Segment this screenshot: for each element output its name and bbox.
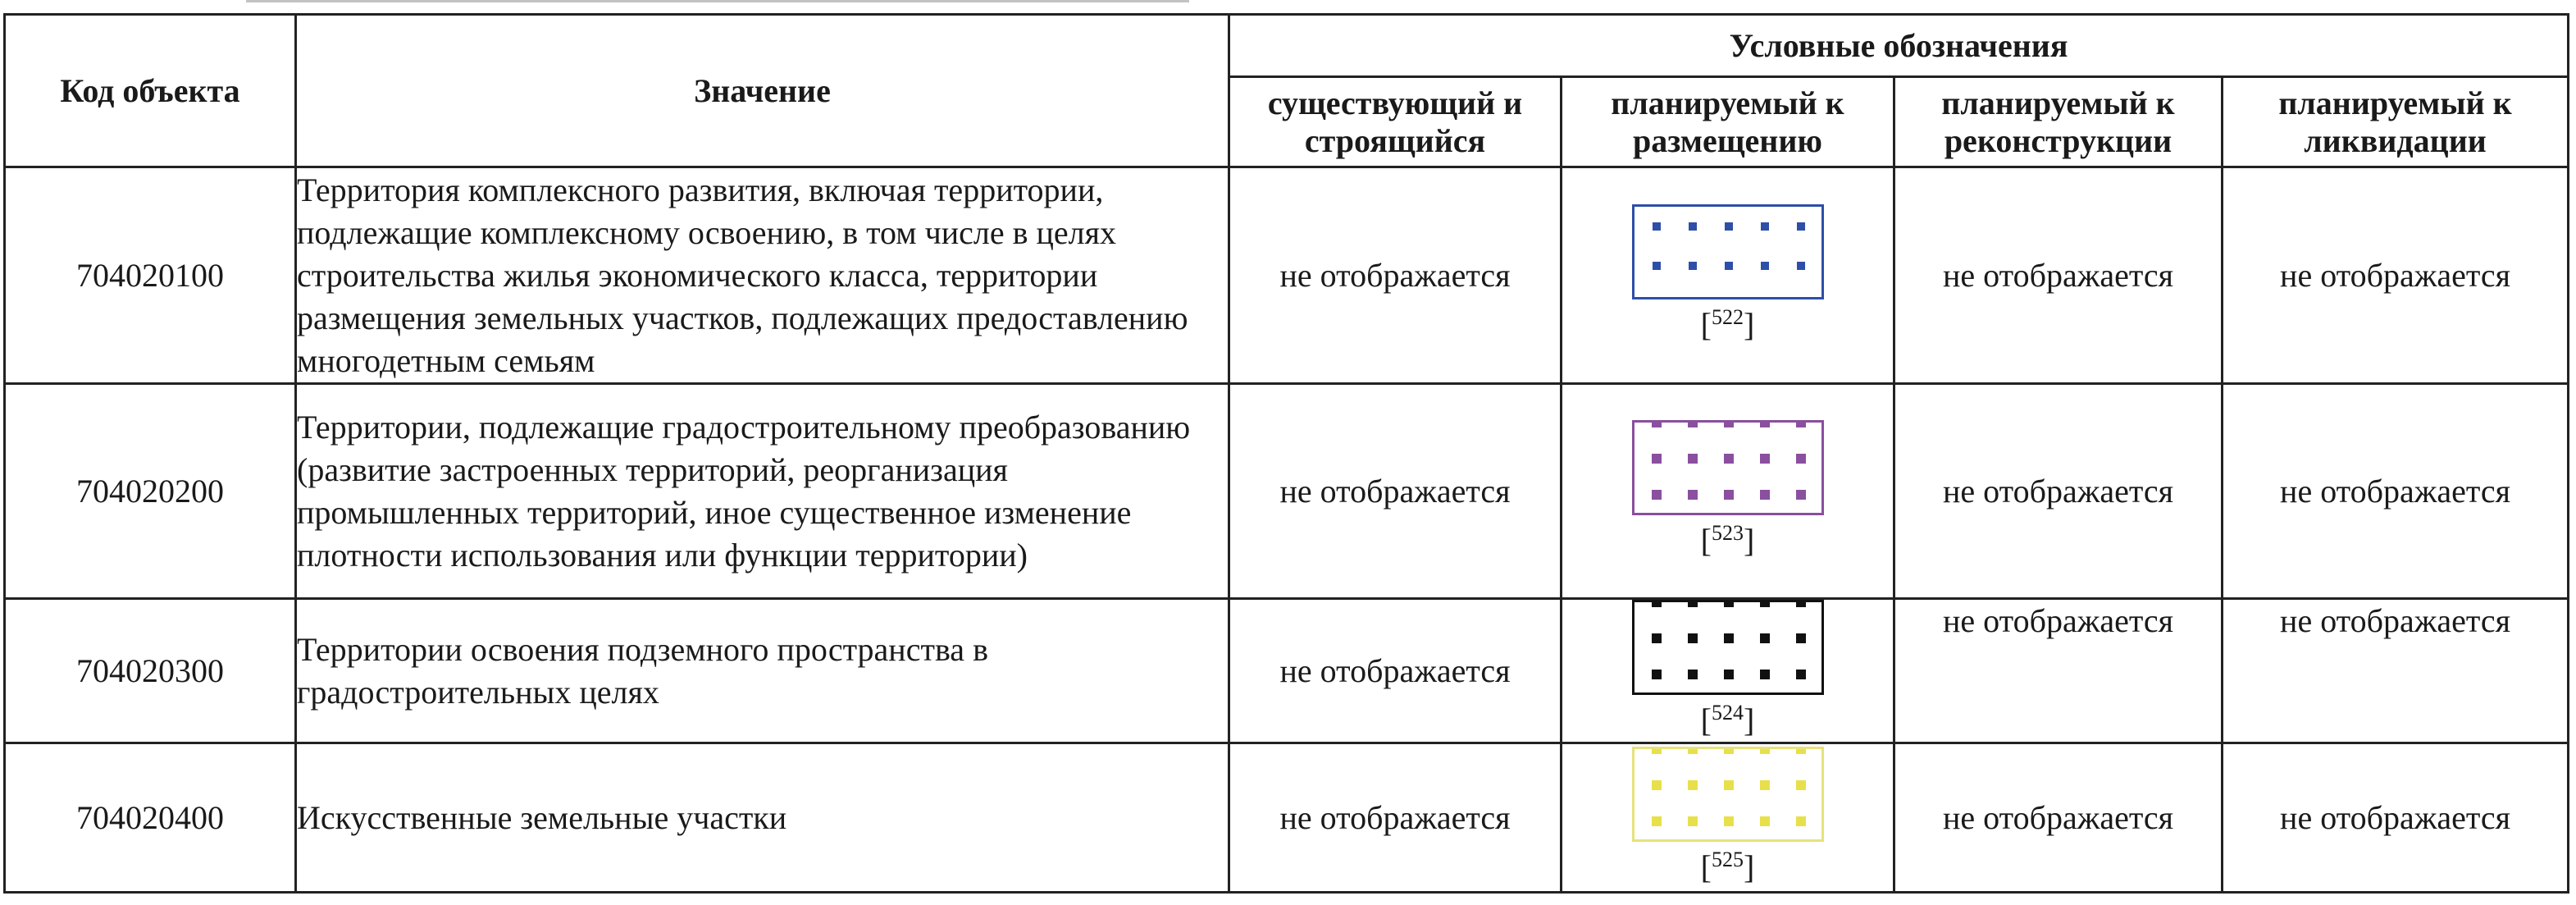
object-code: 704020400 bbox=[5, 743, 296, 893]
liquidation-cell: не отображается bbox=[2223, 599, 2569, 743]
symbol-dot bbox=[1724, 670, 1734, 679]
header-existing: существующий и строящийся bbox=[1229, 77, 1562, 167]
symbol-dot bbox=[1796, 454, 1806, 464]
symbol-dot bbox=[1797, 262, 1805, 270]
symbol-dot bbox=[1796, 633, 1806, 643]
header-row-1 bbox=[5, 15, 2569, 77]
symbol-dot bbox=[1796, 749, 1806, 754]
table-row bbox=[5, 384, 2569, 599]
symbol-dot bbox=[1724, 780, 1734, 790]
symbol-dot bbox=[1652, 670, 1662, 679]
legend-table bbox=[3, 13, 2569, 894]
symbol-reference: [$^{524}$] bbox=[1700, 701, 1755, 738]
symbol-dot bbox=[1760, 423, 1770, 427]
symbol-dot bbox=[1725, 222, 1733, 231]
symbol-dot bbox=[1760, 749, 1770, 754]
symbol-dot bbox=[1724, 602, 1734, 607]
symbol-dot bbox=[1797, 222, 1805, 231]
cropped-top-line bbox=[246, 0, 1189, 7]
planned-placement-symbol-cell bbox=[1562, 743, 1894, 893]
object-meaning: Территории, подлежащие градостроительному преобразованию (развитие застроенных территорий, реорганизация промышленных территорий, иное существенное изменение плотности использования или функции территории) bbox=[296, 384, 1229, 599]
planned-placement-symbol-cell bbox=[1562, 167, 1894, 384]
dotted-area-symbol bbox=[1632, 204, 1824, 299]
planned-placement-symbol-cell bbox=[1562, 599, 1894, 743]
dotted-area-symbol bbox=[1632, 420, 1824, 515]
symbol-dot bbox=[1653, 222, 1661, 231]
symbol-dot bbox=[1796, 602, 1806, 607]
symbol-dot bbox=[1796, 423, 1806, 427]
header-code: Код объекта bbox=[5, 15, 296, 167]
symbol-dot bbox=[1761, 222, 1769, 231]
existing-cell: не отображается bbox=[1229, 743, 1562, 893]
symbol-pattern bbox=[1635, 602, 1821, 692]
object-meaning: Территории освоения подземного пространства в градостроительных целях bbox=[296, 599, 1229, 743]
legend-symbol bbox=[1632, 204, 1824, 346]
reconstruction-cell: не отображается bbox=[1894, 384, 2223, 599]
symbol-dot bbox=[1760, 780, 1770, 790]
symbol-dot bbox=[1796, 780, 1806, 790]
symbol-dot bbox=[1761, 262, 1769, 270]
legend-symbol bbox=[1632, 747, 1824, 889]
header-planned-reconstruction: планируемый к реконструкции bbox=[1894, 77, 2223, 167]
object-code: 704020100 bbox=[5, 167, 296, 384]
symbol-dot bbox=[1688, 490, 1698, 500]
symbol-dot bbox=[1796, 490, 1806, 500]
table-row bbox=[5, 743, 2569, 893]
symbol-dot bbox=[1688, 780, 1698, 790]
symbol-pattern bbox=[1635, 749, 1821, 839]
dotted-area-symbol bbox=[1632, 747, 1824, 842]
symbol-dot bbox=[1652, 780, 1662, 790]
existing-cell: не отображается bbox=[1229, 599, 1562, 743]
dotted-area-symbol bbox=[1632, 600, 1824, 695]
reconstruction-cell: не отображается bbox=[1894, 599, 2223, 743]
symbol-dot bbox=[1652, 454, 1662, 464]
header-planned-placement: планируемый к размещению bbox=[1562, 77, 1894, 167]
header-legend: Условные обозначения bbox=[1229, 15, 2569, 77]
reconstruction-cell: не отображается bbox=[1894, 167, 2223, 384]
symbol-dot bbox=[1724, 490, 1734, 500]
object-meaning: Искусственные земельные участки bbox=[296, 743, 1229, 893]
symbol-dot bbox=[1652, 602, 1662, 607]
symbol-dot bbox=[1688, 423, 1698, 427]
symbol-dot bbox=[1796, 670, 1806, 679]
symbol-dot bbox=[1688, 454, 1698, 464]
object-code: 704020200 bbox=[5, 384, 296, 599]
symbol-dot bbox=[1760, 490, 1770, 500]
reconstruction-cell: не отображается bbox=[1894, 743, 2223, 893]
symbol-dot bbox=[1688, 816, 1698, 826]
symbol-dot bbox=[1760, 633, 1770, 643]
symbol-dot bbox=[1652, 749, 1662, 754]
object-code: 704020300 bbox=[5, 599, 296, 743]
existing-cell: не отображается bbox=[1229, 384, 1562, 599]
symbol-dot bbox=[1724, 749, 1734, 754]
symbol-dot bbox=[1688, 749, 1698, 754]
symbol-dot bbox=[1652, 816, 1662, 826]
symbol-dot bbox=[1724, 816, 1734, 826]
liquidation-cell: не отображается bbox=[2223, 167, 2569, 384]
header-meaning: Значение bbox=[296, 15, 1229, 167]
object-meaning: Территория комплексного развития, включая территории, подлежащие комплексному освоению, в том числе в целях строительства жилья экономического класса, территории размещения земельных участков, подлежащих предоставлению многодетным семьям bbox=[296, 167, 1229, 384]
legend-symbol bbox=[1632, 420, 1824, 562]
existing-cell: не отображается bbox=[1229, 167, 1562, 384]
table-row bbox=[5, 167, 2569, 384]
symbol-dot bbox=[1689, 222, 1697, 231]
symbol-reference: [$^{525}$] bbox=[1700, 848, 1755, 885]
symbol-pattern bbox=[1635, 207, 1821, 297]
symbol-dot bbox=[1724, 454, 1734, 464]
symbol-dot bbox=[1760, 602, 1770, 607]
symbol-dot bbox=[1688, 670, 1698, 679]
table-row bbox=[5, 599, 2569, 743]
liquidation-cell: не отображается bbox=[2223, 743, 2569, 893]
header-planned-liquidation: планируемый к ликвидации bbox=[2223, 77, 2569, 167]
symbol-dot bbox=[1724, 633, 1734, 643]
symbol-dot bbox=[1760, 454, 1770, 464]
symbol-dot bbox=[1760, 816, 1770, 826]
symbol-dot bbox=[1689, 262, 1697, 270]
symbol-reference: [$^{523}$] bbox=[1700, 521, 1755, 559]
liquidation-cell: не отображается bbox=[2223, 384, 2569, 599]
symbol-pattern bbox=[1635, 423, 1821, 513]
symbol-dot bbox=[1725, 262, 1733, 270]
symbol-dot bbox=[1796, 816, 1806, 826]
symbol-dot bbox=[1760, 670, 1770, 679]
symbol-dot bbox=[1724, 423, 1734, 427]
symbol-dot bbox=[1688, 602, 1698, 607]
symbol-reference: [$^{522}$] bbox=[1700, 305, 1755, 343]
symbol-dot bbox=[1652, 490, 1662, 500]
symbol-dot bbox=[1688, 633, 1698, 643]
symbol-dot bbox=[1652, 633, 1662, 643]
symbol-dot bbox=[1652, 423, 1662, 427]
legend-symbol bbox=[1632, 600, 1824, 742]
planned-placement-symbol-cell bbox=[1562, 384, 1894, 599]
symbol-dot bbox=[1653, 262, 1661, 270]
